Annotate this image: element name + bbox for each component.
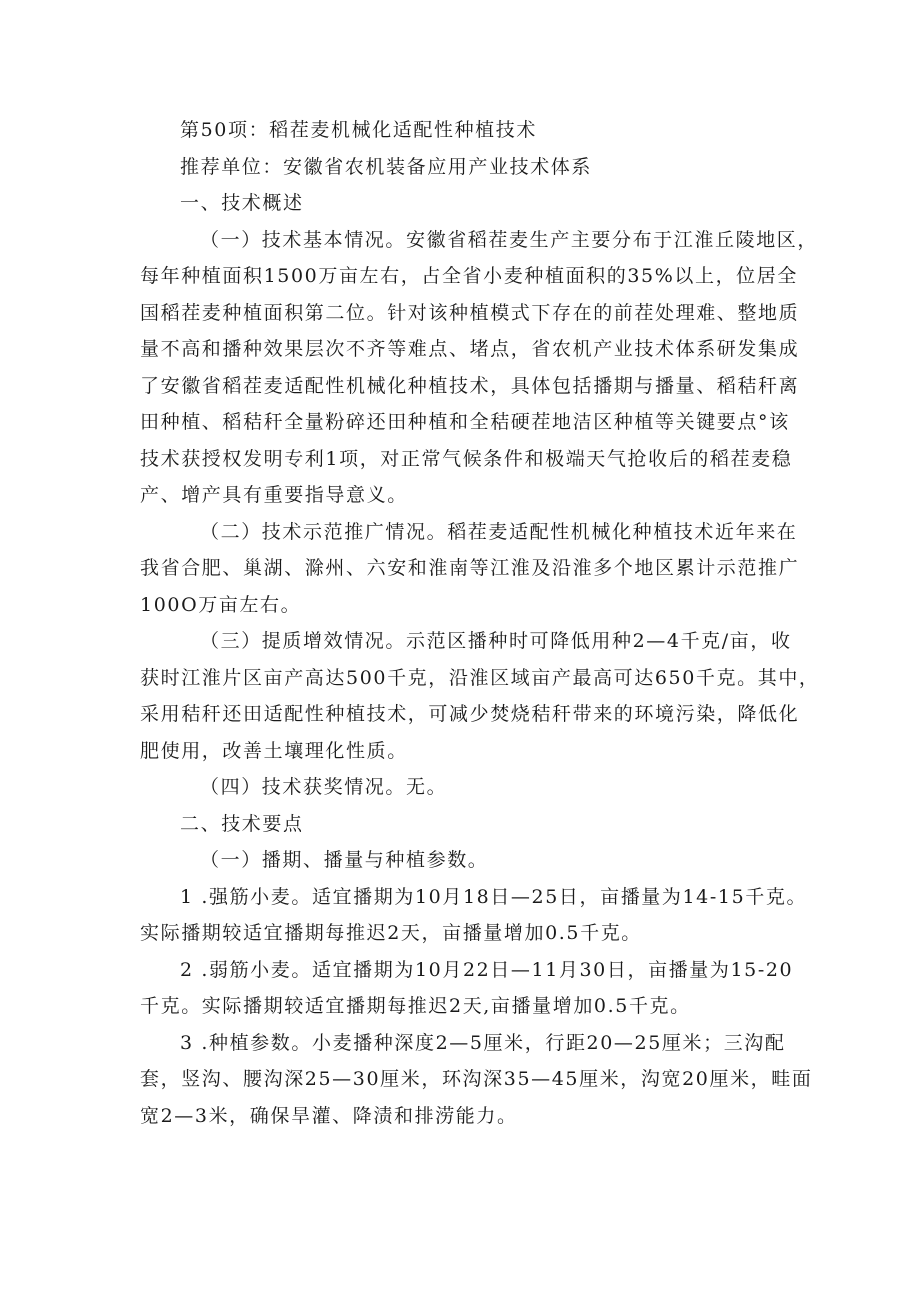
item-title: 第50项：稻茬麦机械化适配性种植技术 xyxy=(180,119,537,141)
paragraph-demonstration xyxy=(140,514,800,624)
section-heading-key-points: 二、技术要点 xyxy=(180,812,304,835)
document-body xyxy=(140,112,820,1134)
paragraph-line: 量不高和播种效果层次不齐等难点、堵点，省农机产业技术体系研发集成 xyxy=(140,338,800,360)
paragraph-line: 国稻茬麦种植面积第二位。针对该种植模式下存在的前茬处理难、整地质 xyxy=(140,301,800,324)
paragraph-line: 实际播期较适宜播期每推迟2天，亩播量增加0.5千克。 xyxy=(140,922,642,944)
paragraph-line: （一）技术基本情况。安徽省稻茬麦生产主要分布于江淮丘陵地区， xyxy=(200,228,819,251)
section-heading-overview: 一、技术概述 xyxy=(180,192,304,214)
paragraph-line: 了安徽省稻茬麦适配性机械化种植技术，具体包括播期与播量、稻秸秆离 xyxy=(140,374,800,397)
paragraph-line: 宽2—3米，确保旱灌、降渍和排涝能力。 xyxy=(140,1104,518,1127)
paragraph-line: 套，竖沟、腰沟深25—30厘米，环沟深35—45厘米，沟宽20厘米，畦面 xyxy=(140,1068,813,1090)
paragraph-basic-situation xyxy=(140,222,819,514)
paragraph-line: 1 .强筋小麦。适宜播期为10月18日—25日，亩播量为14-15千克。 xyxy=(180,885,808,908)
recommender-line: 推荐单位：安徽省农机装备应用产业技术体系 xyxy=(180,155,593,178)
subsection-heading-sowing: （一）播期、播量与种植参数。 xyxy=(200,849,489,871)
paragraph-line: 千克。实际播期较适宜播期每推迟2天,亩播量增加0.5千克。 xyxy=(140,995,691,1017)
point-strong-gluten-wheat xyxy=(140,879,808,952)
paragraph-awards: （四）技术获奖情况。无。 xyxy=(200,776,448,798)
point-weak-gluten-wheat xyxy=(140,952,800,1025)
paragraph-line: 每年种植面积1500万亩左右，占全省小麦种植面积的35%以上，位居全 xyxy=(140,265,798,287)
paragraph-line: 100O万亩左右。 xyxy=(140,593,302,616)
paragraph-line: 采用秸秆还田适配性种植技术，可减少焚烧秸秆带来的环境污染，降低化 xyxy=(140,703,800,725)
paragraph-line: 技术获授权发明专利1项，对正常气候条件和极端天气抢收后的稻茬麦稳 xyxy=(140,447,793,470)
paragraph-line: （三）提质增效情况。示范区播种时可降低用种2—4千克/亩，收 xyxy=(200,630,792,652)
point-planting-parameters xyxy=(140,1025,813,1135)
paragraph-efficiency xyxy=(140,623,820,769)
paragraph-line: 获时江淮片区亩产高达500千克，沿淮区域亩产最高可达650千克。其中， xyxy=(140,666,820,689)
paragraph-line: 田种植、稻秸秆全量粉碎还田种植和全秸硬茬地洁区种植等关键要点°该 xyxy=(140,411,790,433)
paragraph-line: 我省合肥、巢湖、滁州、六安和淮南等江淮及沿淮多个地区累计示范推广 xyxy=(140,557,800,579)
paragraph-line: 产、增产具有重要指导意义。 xyxy=(140,484,408,506)
paragraph-line: 2 .弱筋小麦。适宜播期为10月22日—11月30日，亩播量为15-20 xyxy=(180,958,794,981)
paragraph-line: 3 .种植参数。小麦播种深度2—5厘米，行距20—25厘米；三沟配 xyxy=(180,1031,786,1054)
paragraph-line: 肥使用，改善土壤理化性质。 xyxy=(140,739,408,762)
paragraph-line: （二）技术示范推广情况。稻茬麦适配性机械化种植技术近年来在 xyxy=(200,520,798,543)
